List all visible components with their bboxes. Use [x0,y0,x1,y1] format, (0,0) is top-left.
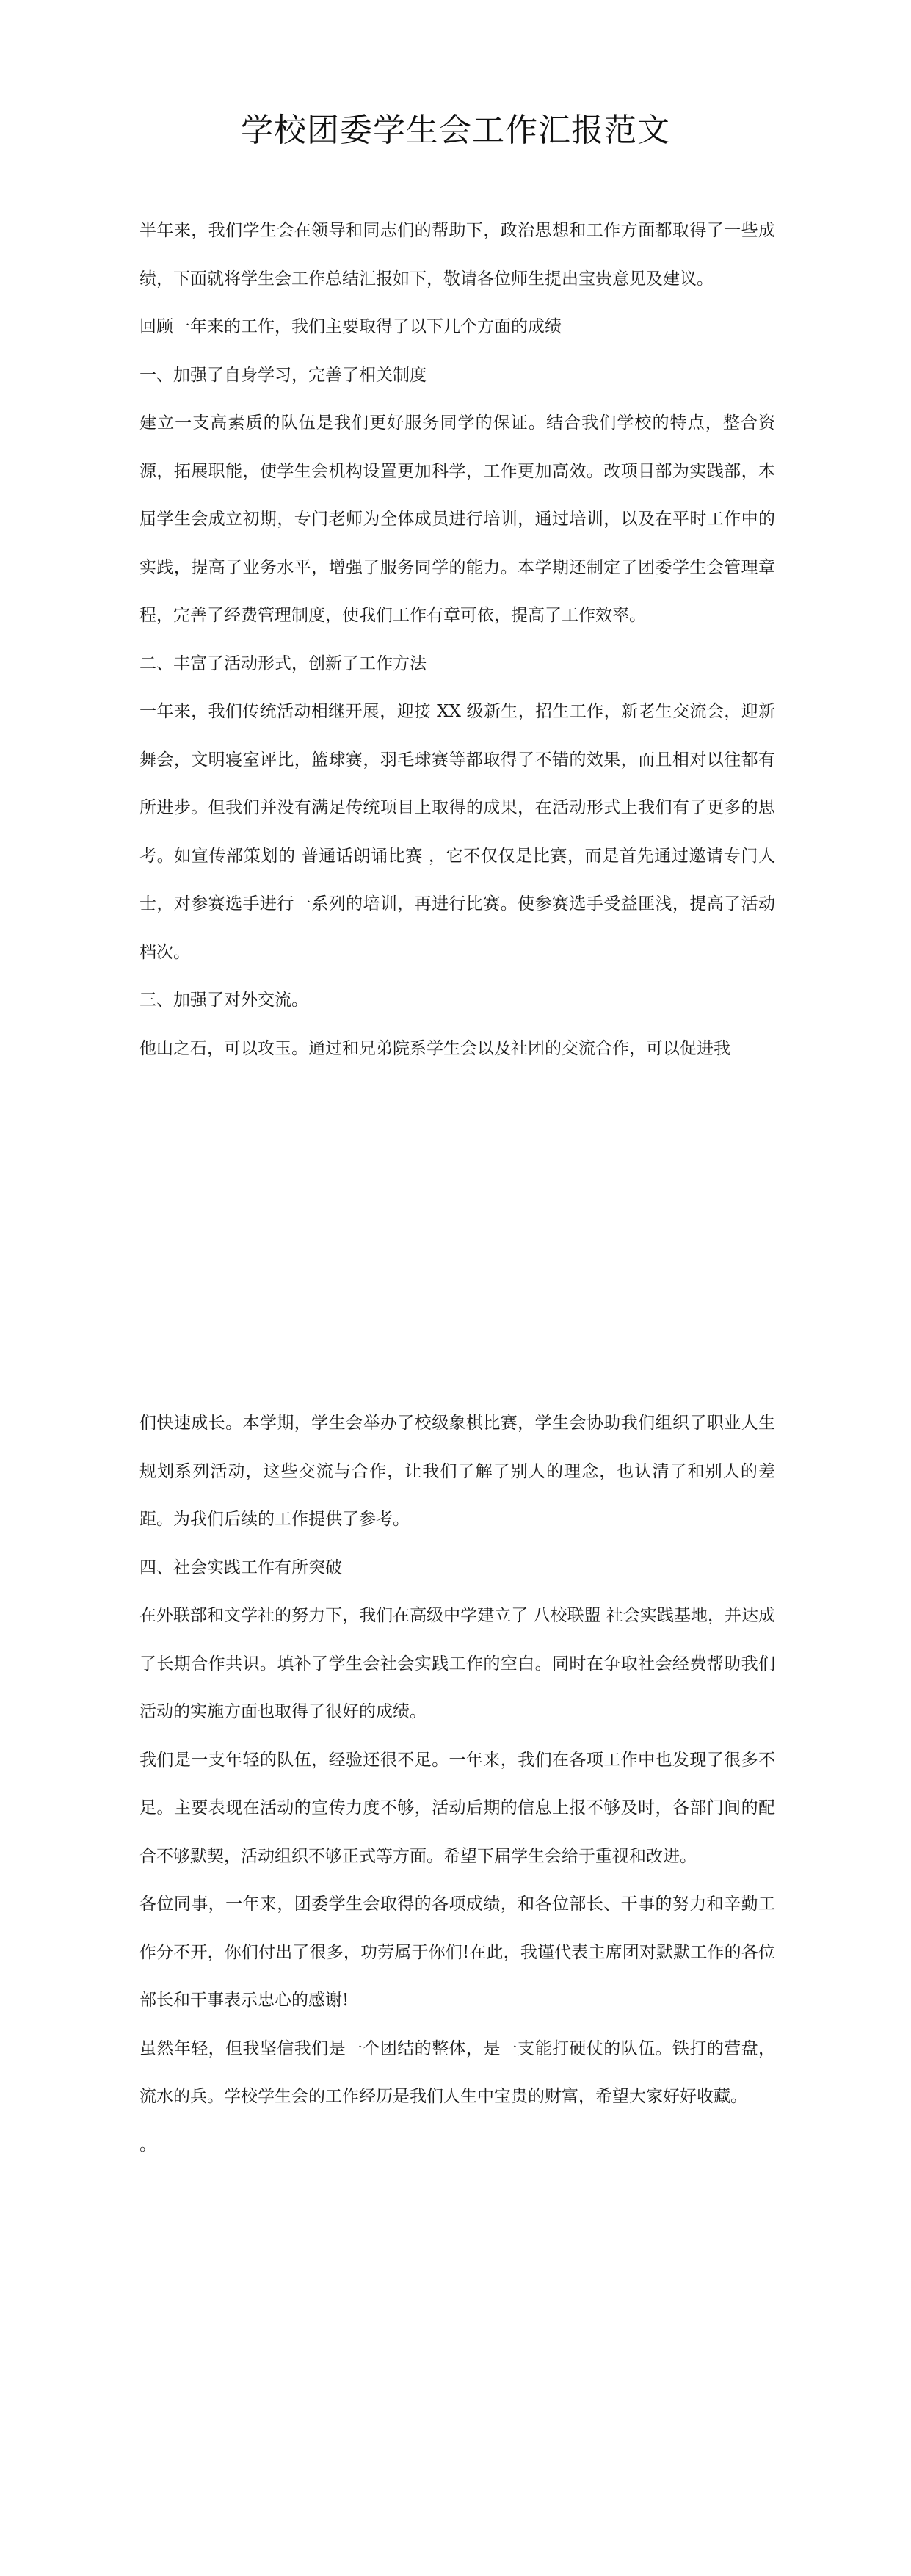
paragraph-review: 回顾一年来的工作，我们主要取得了以下几个方面的成绩 [139,317,562,336]
paragraph-closing: 虽然年轻，但我坚信我们是一个团结的整体，是一支能打硬仗的队伍。铁打的营盘，流水的兵。学校学生会的工作经历是我们人生中宝贵的财富，希望大家好好收藏。 [139,2038,775,2106]
paragraph-section-3-start: 他山之石，可以攻玉。通过和兄弟院系学生会以及社团的交流合作，可以促进我 [139,1038,730,1058]
body-section-2 [139,1400,775,2169]
paragraph-intro: 半年来，我们学生会在领导和同志们的帮助下，政治思想和工作方面都取得了一些成绩，下面就将学生会工作总结汇报如下，敬请各位师生提出宝贵意见及建议。 [139,221,775,289]
heading-section-2: 二、丰富了活动形式，创新了工作方法 [139,654,427,673]
paragraph-shortcomings: 我们是一支年轻的队伍，经验还很不足。一年来，我们在各项工作中也发现了很多不足。主要表现在活动的宣传力度不够，活动后期的信息上报不够及时，各部门间的配合不够默契，活动组织不够正式等方面。希望下届学生会给于重视和改进。 [139,1750,775,1866]
heading-section-4: 四、社会实践工作有所突破 [139,1557,342,1577]
paragraph-section-4: 在外联部和文学社的努力下，我们在高级中学建立了 八校联盟 社会实践基地，并达成了长期合作共识。填补了学生会社会实践工作的空白。同时在争取社会经费帮助我们活动的实施方面也取得了很好的成绩。 [139,1606,775,1721]
document-title: 学校团委学生会工作汇报范文 [241,112,670,149]
paragraph-thanks: 各位同事，一年来，团委学生会取得的各项成绩，和各位部长、干事的努力和辛勤工作分不开，你们付出了很多，功劳属于你们!在此，我谨代表主席团对默默工作的各位部长和干事表示忠心的感谢! [139,1895,775,2010]
body-section-1 [139,207,775,1073]
paragraph-section-3-end: 们快速成长。本学期，学生会举办了校级象棋比赛，学生会协助我们组织了职业人生规划系列活动，这些交流与合作，让我们了解了别人的理念，也认清了和别人的差距。为我们后续的工作提供了参考。 [139,1414,775,1529]
heading-section-3: 三、加强了对外交流。 [139,991,308,1010]
paragraph-end-mark: 。 [139,2135,156,2154]
paragraph-section-2: 一年来，我们传统活动相继开展，迎接 XX 级新生，招生工作，新老生交流会，迎新舞会，文明寝室评比，篮球赛，羽毛球赛等都取得了不错的效果，而且相对以往都有所进步。但我们并没有满足传统项目上取得的成果，在活动形式上我们有了更多的思考。如宣传部策划的 普通话朗诵比赛 ，它不仅仅是比赛，而是首先通过邀请专门人士，对参赛选手进行一系列的培训，再进行比赛。使参赛选手受益匪浅，提高了活动档次。 [139,702,775,962]
paragraph-section-1: 建立一支高素质的队伍是我们更好服务同学的保证。结合我们学校的特点，整合资源，拓展职能，使学生会机构设置更加科学，工作更加高效。改项目部为实践部，本届学生会成立初期，专门老师为全体成员进行培训，通过培训，以及在平时工作中的实践，提高了业务水平，增强了服务同学的能力。本学期还制定了团委学生会管理章程，完善了经费管理制度，使我们工作有章可依，提高了工作效率。 [139,413,775,625]
heading-section-1: 一、加强了自身学习，完善了相关制度 [139,365,427,385]
